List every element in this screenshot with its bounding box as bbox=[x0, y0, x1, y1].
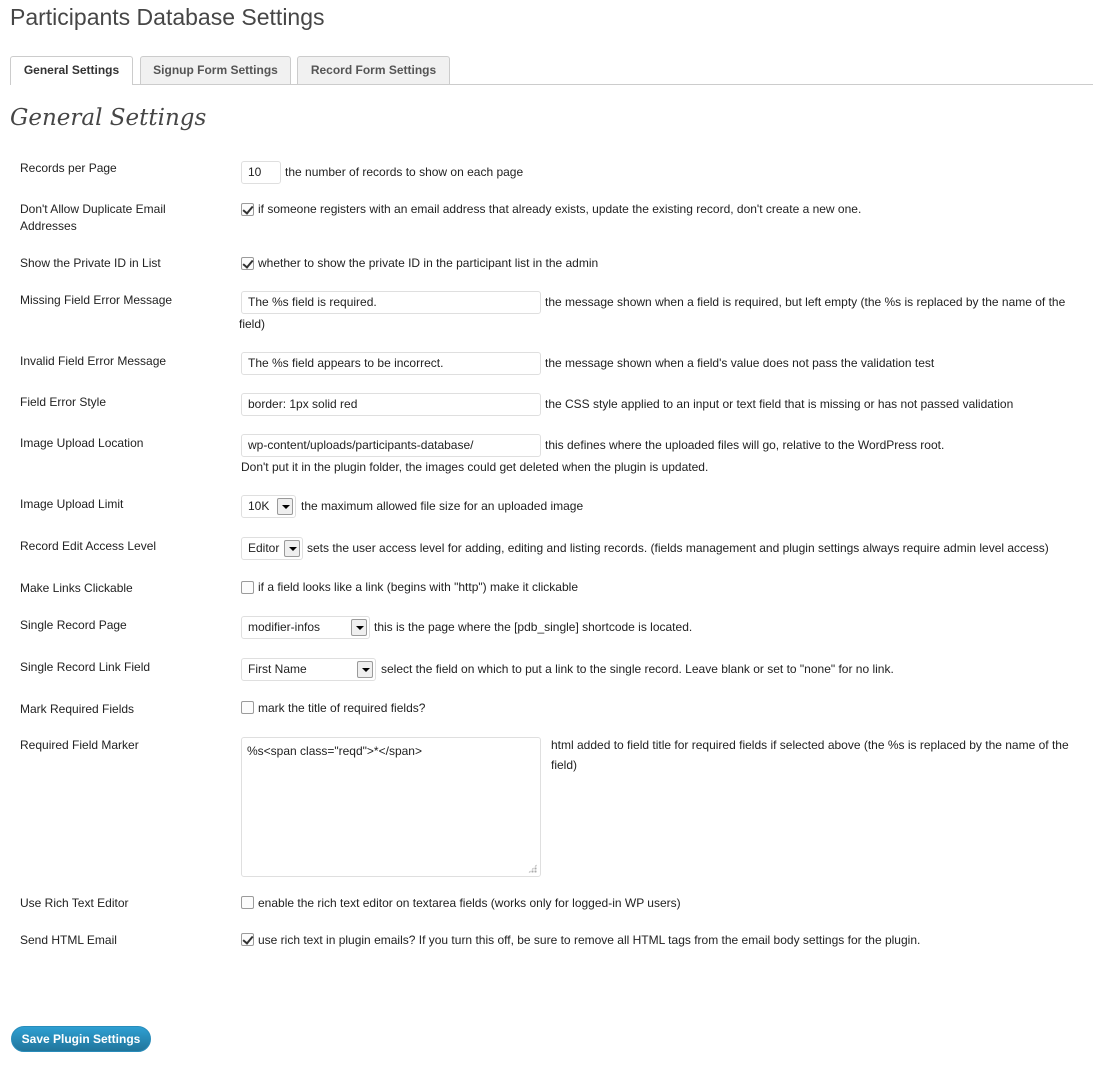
image-upload-limit-label: Image Upload Limit bbox=[20, 497, 124, 511]
image-upload-location-description: this defines where the uploaded files will go, relative to the WordPress root. bbox=[545, 438, 945, 452]
record-edit-access-label: Record Edit Access Level bbox=[20, 539, 157, 553]
required-marker-textarea[interactable] bbox=[241, 737, 541, 877]
single-record-link-label: Single Record Link Field bbox=[20, 660, 151, 674]
image-upload-limit-select[interactable] bbox=[241, 495, 296, 518]
save-plugin-settings-button[interactable]: Save Plugin Settings bbox=[11, 1026, 151, 1052]
mark-required-label: Mark Required Fields bbox=[20, 702, 135, 716]
no-duplicate-email-description: if someone registers with an email address that already exists, update the existing record, don't create a new one. bbox=[258, 202, 862, 216]
image-upload-location-input[interactable]: wp-content/uploads/participants-database/ bbox=[241, 434, 541, 457]
mark-required-description: mark the title of required fields? bbox=[258, 701, 426, 715]
records-per-page-input[interactable]: 10 bbox=[241, 161, 281, 184]
single-record-link-select[interactable] bbox=[241, 658, 376, 681]
rich-text-editor-description: enable the rich text editor on textarea fields (works only for logged-in WP users) bbox=[258, 896, 681, 910]
single-record-link-value: First Name bbox=[248, 662, 307, 676]
make-links-clickable-label: Make Links Clickable bbox=[20, 581, 133, 595]
chevron-down-icon bbox=[357, 661, 373, 678]
image-upload-limit-value: 10K bbox=[248, 499, 270, 513]
show-private-id-checkbox[interactable] bbox=[241, 257, 254, 270]
rich-text-editor-checkbox[interactable] bbox=[241, 896, 254, 909]
html-email-label: Send HTML Email bbox=[20, 933, 117, 947]
image-upload-location-label: Image Upload Location bbox=[20, 436, 144, 450]
invalid-field-error-description: the message shown when a field's value does not pass the validation test bbox=[545, 356, 935, 370]
single-record-page-description: this is the page where the [pdb_single] shortcode is located. bbox=[374, 620, 693, 634]
tab-general-settings[interactable]: General Settings bbox=[10, 56, 133, 85]
chevron-down-icon bbox=[284, 540, 300, 557]
missing-field-error-description: the message shown when a field is required, but left empty (the %s is replaced by the name of the field) bbox=[239, 295, 1066, 331]
tab-signup-form-settings[interactable]: Signup Form Settings bbox=[140, 56, 291, 84]
missing-field-error-input[interactable]: The %s field is required. bbox=[241, 291, 541, 314]
tab-record-form-settings[interactable]: Record Form Settings bbox=[297, 56, 450, 84]
single-record-link-description: select the field on which to put a link to the single record. Leave blank or set to "none" for no link. bbox=[381, 662, 894, 676]
section-title: General Settings bbox=[10, 105, 207, 131]
record-edit-access-description: sets the user access level for adding, editing and listing records. (fields management and plugin settings always require admin level access) bbox=[307, 541, 1049, 555]
record-edit-access-select[interactable] bbox=[241, 537, 303, 560]
field-error-style-description: the CSS style applied to an input or text field that is missing or has not passed validation bbox=[545, 397, 1014, 411]
single-record-page-select[interactable] bbox=[241, 616, 370, 639]
make-links-clickable-checkbox[interactable] bbox=[241, 581, 254, 594]
chevron-down-icon bbox=[277, 498, 293, 515]
show-private-id-label: Show the Private ID in List bbox=[20, 256, 161, 270]
resize-grip-icon[interactable] bbox=[528, 864, 537, 873]
show-private-id-description: whether to show the private ID in the participant list in the admin bbox=[258, 256, 599, 270]
html-email-description: use rich text in plugin emails? If you turn this off, be sure to remove all HTML tags from the email body settings for the plugin. bbox=[258, 933, 921, 947]
chevron-down-icon bbox=[351, 619, 367, 636]
required-marker-value: %s<span class="reqd">*</span> bbox=[247, 744, 422, 758]
required-marker-description: html added to field title for required fields if selected above (the %s is replaced by the name of the field) bbox=[551, 738, 1069, 772]
missing-field-error-label: Missing Field Error Message bbox=[20, 293, 173, 307]
invalid-field-error-input[interactable]: The %s field appears to be incorrect. bbox=[241, 352, 541, 375]
required-marker-label: Required Field Marker bbox=[20, 738, 139, 752]
html-email-checkbox[interactable] bbox=[241, 933, 254, 946]
rich-text-editor-label: Use Rich Text Editor bbox=[20, 896, 129, 910]
invalid-field-error-label: Invalid Field Error Message bbox=[20, 354, 167, 368]
image-upload-limit-description: the maximum allowed file size for an uploaded image bbox=[301, 499, 584, 513]
field-error-style-input[interactable]: border: 1px solid red bbox=[241, 393, 541, 416]
tab-divider bbox=[10, 84, 1093, 85]
records-per-page-label: Records per Page bbox=[20, 161, 117, 175]
no-duplicate-email-checkbox[interactable] bbox=[241, 203, 254, 216]
records-per-page-description: the number of records to show on each page bbox=[285, 165, 524, 179]
single-record-page-value: modifier-infos bbox=[248, 620, 321, 634]
image-upload-location-note: Don't put it in the plugin folder, the images could get deleted when the plugin is updated. bbox=[241, 460, 709, 474]
make-links-clickable-description: if a field looks like a link (begins with "http") make it clickable bbox=[258, 580, 578, 594]
field-error-style-label: Field Error Style bbox=[20, 395, 107, 409]
record-edit-access-value: Editor bbox=[248, 541, 280, 555]
no-duplicate-email-label: Don't Allow Duplicate Email Addresses bbox=[20, 202, 166, 233]
mark-required-checkbox[interactable] bbox=[241, 701, 254, 714]
page-title: Participants Database Settings bbox=[10, 4, 325, 30]
single-record-page-label: Single Record Page bbox=[20, 618, 127, 632]
